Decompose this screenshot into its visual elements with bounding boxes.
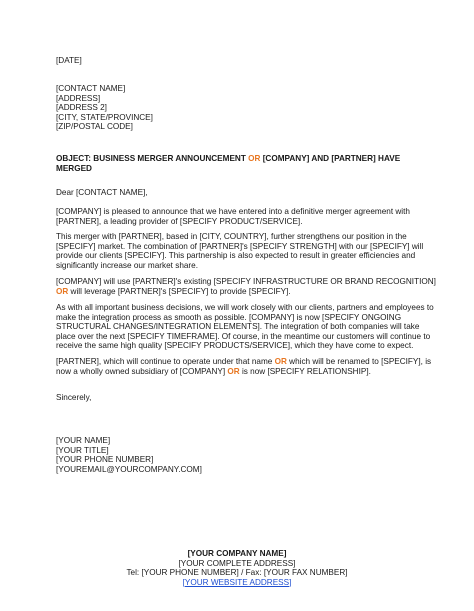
- footer-company-name: [YOUR COMPANY NAME]: [187, 549, 287, 558]
- sender-name: [YOUR NAME]: [56, 436, 111, 445]
- subject-line2: MERGED: [56, 163, 92, 173]
- salutation: [56, 188, 418, 198]
- paragraph-text: will leverage [PARTNER]'s [SPECIFY] to provide [SPECIFY].: [68, 286, 291, 296]
- subject-rest: [COMPANY] AND [PARTNER] HAVE: [262, 154, 401, 163]
- closing-text: Sincerely,: [56, 393, 92, 402]
- subject-line: [56, 154, 418, 173]
- recipient-city: [CITY, STATE/PROVINCE]: [56, 112, 153, 122]
- paragraph-line: [PARTNER], a leading provider of [SPECIFY PRODUCT/SERVICE].: [56, 216, 303, 226]
- subject-prefix: OBJECT: BUSINESS MERGER ANNOUNCEMENT: [56, 154, 246, 163]
- paragraph-line: significantly increase our market share.: [56, 260, 198, 270]
- recipient-address2: [ADDRESS 2]: [56, 103, 107, 112]
- paragraph-line: STRUCTURAL CHANGES/INTEGRATION ELEMENTS]. The integration of both companies will take: [56, 322, 420, 331]
- paragraph-text: now a wholly owned subsidiary of [COMPANY]: [56, 366, 228, 376]
- recipient-address-block: [56, 84, 418, 132]
- paragraph-5: [56, 357, 432, 376]
- paragraph-line: [COMPANY] is pleased to announce that we have entered into a definitive merger agreement with: [56, 207, 410, 216]
- paragraph-text: [PARTNER], which will continue to operate under that name: [56, 357, 275, 366]
- paragraph-2: [56, 232, 424, 270]
- paragraph-text: which will be renamed to [SPECIFY], is: [286, 357, 432, 366]
- paragraph-line: As with all important business decisions, we will work closely with our clients, partners and employees to: [56, 303, 434, 312]
- or-marker: OR: [227, 366, 240, 376]
- footer-website-link[interactable]: [YOUR WEBSITE ADDRESS]: [182, 577, 292, 587]
- sender-title: [YOUR TITLE]: [56, 445, 109, 455]
- recipient-address: [ADDRESS]: [56, 93, 101, 103]
- paragraph-1: [56, 207, 418, 226]
- or-marker: OR: [274, 357, 287, 366]
- date: [DATE]: [56, 56, 82, 65]
- sender-phone: [YOUR PHONE NUMBER]: [56, 455, 154, 464]
- paragraph-text: is now [SPECIFY RELATIONSHIP].: [239, 366, 371, 376]
- sender-email: [YOUREMAIL@YOURCOMPANY.COM]: [56, 464, 202, 474]
- salutation-text: Dear [CONTACT NAME],: [56, 188, 148, 197]
- or-marker: OR: [56, 286, 69, 296]
- paragraph-line: receive the same high quality [SPECIFY PRODUCTS/SERVICE], which they have come to expect.: [56, 341, 414, 350]
- or-marker: OR: [248, 154, 261, 163]
- footer-address: [YOUR COMPLETE ADDRESS]: [178, 558, 296, 568]
- signature-block: [56, 436, 418, 474]
- paragraph-line: make the integration process as smooth as possible. [COMPANY] is now [SPECIFY ONGOING: [56, 312, 402, 322]
- paragraph-3: [56, 277, 436, 296]
- paragraph-line: provide our clients [SPECIFY]. This partnership is also expected to result in greater efficiencies and: [56, 251, 416, 260]
- recipient-zip: [ZIP/POSTAL CODE]: [56, 122, 133, 131]
- paragraph-4: [56, 303, 434, 351]
- recipient-name: [CONTACT NAME]: [56, 84, 126, 93]
- paragraph-line: place over the next [SPECIFY TIMEFRAME]. Of course, in the meantime our customers will continue to: [56, 331, 431, 341]
- date-block: [56, 56, 418, 66]
- paragraph-line: [COMPANY] will use [PARTNER]'s existing [SPECIFY INFRASTRUCTURE OR BRAND RECOGNITION]: [56, 277, 436, 286]
- paragraph-line: [SPECIFY] market. The combination of [PARTNER]'s [SPECIFY STRENGTH] with our [SPECIFY] will: [56, 241, 424, 251]
- letterhead-footer: [0, 549, 474, 587]
- closing: [56, 393, 418, 403]
- paragraph-line: This merger with [PARTNER], based in [CITY, COUNTRY], further strengthens our position in the: [56, 232, 407, 241]
- footer-contact: Tel: [YOUR PHONE NUMBER] / Fax: [YOUR FAX NUMBER]: [126, 568, 348, 577]
